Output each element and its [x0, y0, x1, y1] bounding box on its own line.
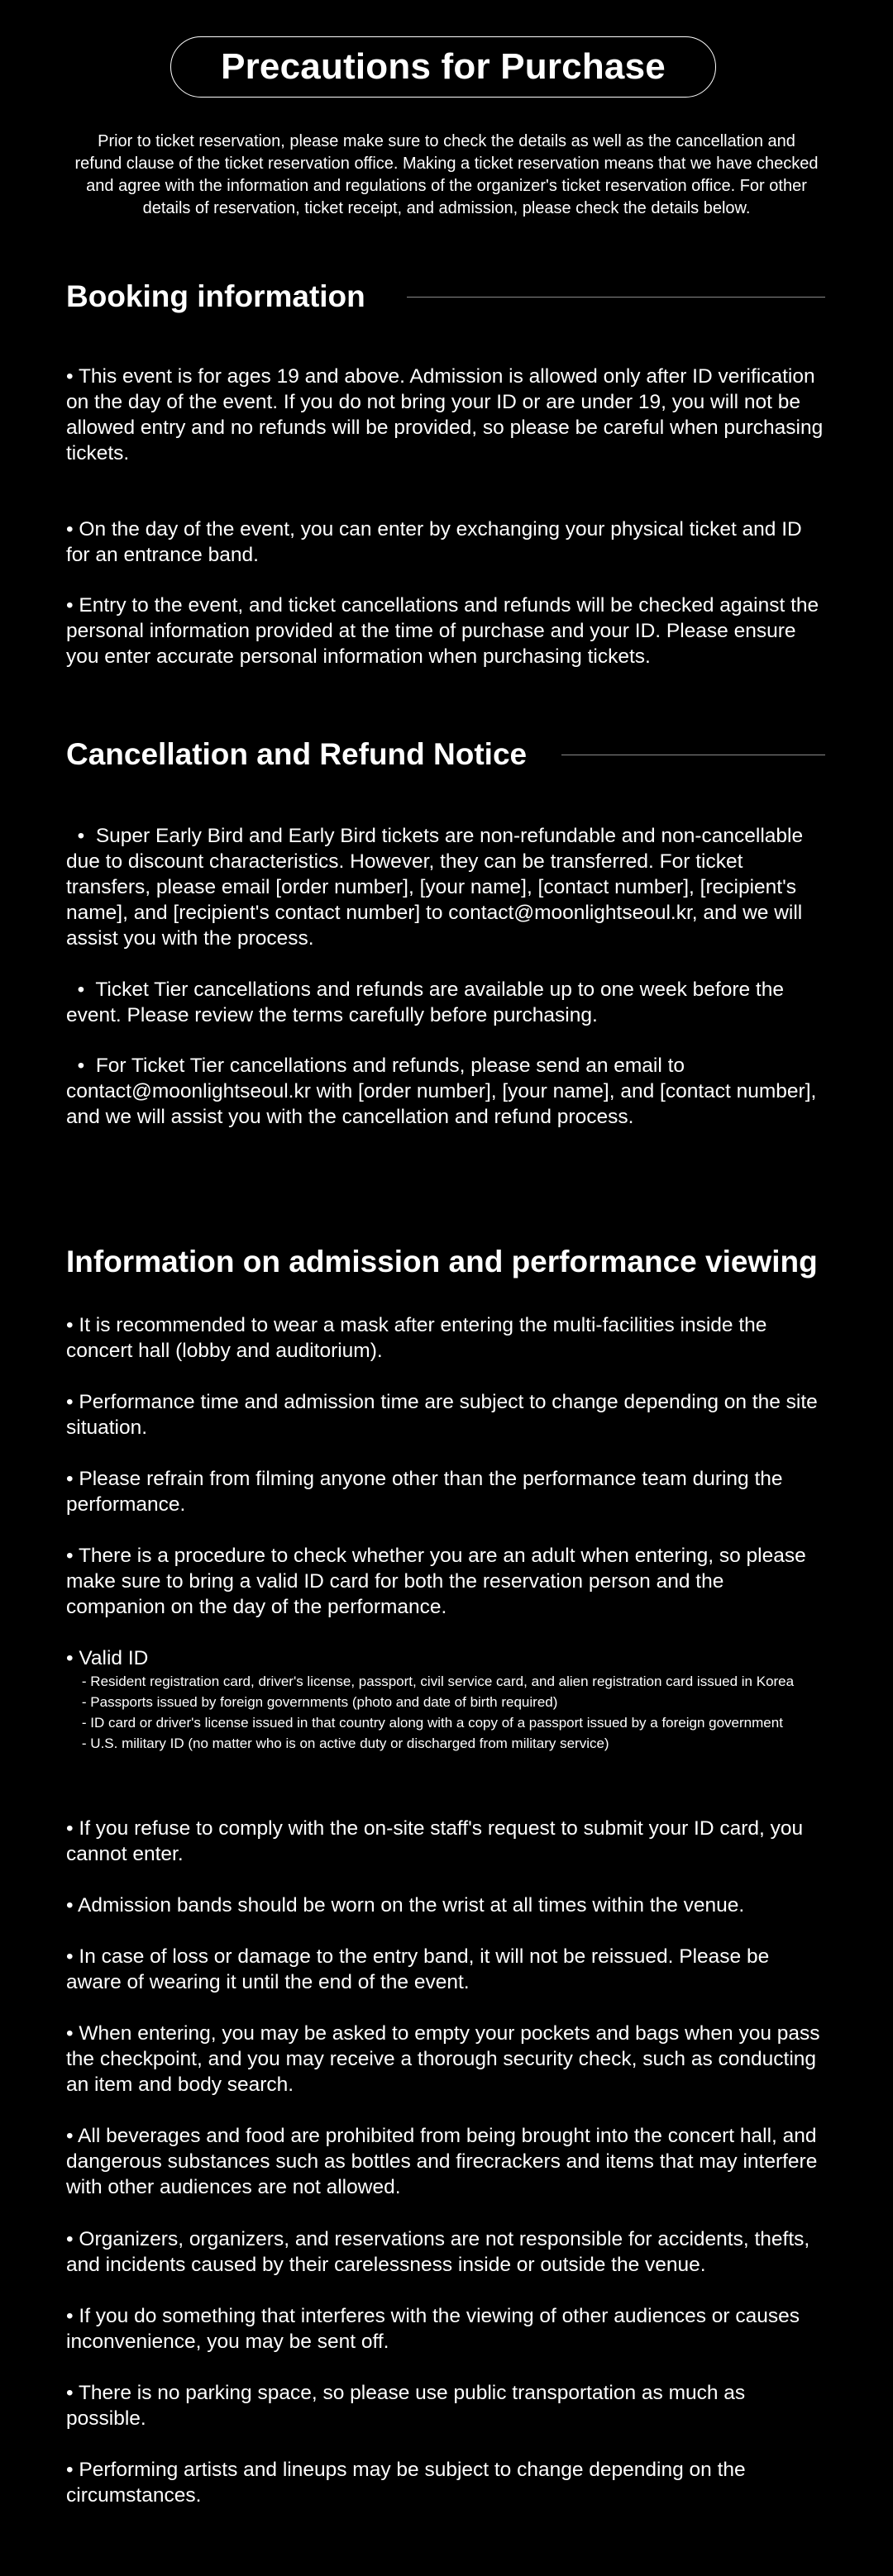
admission-item: • It is recommended to wear a mask after entering the multi-facilities inside the concert hall (lobby and auditorium). — [66, 1314, 767, 1362]
refund-section-title: Cancellation and Refund Notice — [66, 737, 528, 771]
valid-id-item: - ID card or driver's license issued in that country along with a copy of a passport issued by a foreign government — [66, 1715, 783, 1731]
admission-item: • All beverages and food are prohibited from being brought into the concert hall, and dangerous substances such as bottles and firecrackers and items that may interfere with other audiences are not allowed. — [66, 2125, 818, 2198]
admission-item: • Performing artists and lineups may be subject to change depending on the circumstances. — [66, 2459, 746, 2507]
admission-section-header — [66, 1245, 825, 1279]
admission-item: • Admission bands should be worn on the wrist at all times within the venue. — [66, 1894, 745, 1917]
refund-item: • Super Early Bird and Early Bird tickets are non-refundable and non-cancellable due to discount characteristics. However, they can be transferred. For ticket transfers, please email [order number], [your name], [contact number], [recipient's name], and [recipient's contact number] to contact@moonlightseoul.kr, and we will assist you with the process. — [66, 825, 809, 950]
page-title: Precautions for Purchase — [221, 46, 666, 87]
admission-item: • Please refrain from filming anyone other than the performance team during the performance. — [66, 1468, 783, 1516]
admission-item: • In case of loss or damage to the entry band, it will not be reissued. Please be aware of wearing it until the end of the event. — [66, 1945, 770, 1993]
admission-item: • When entering, you may be asked to empty your pockets and bags when you pass the checkpoint, and you may receive a thorough security check, such as conducting an item and body search. — [66, 2022, 820, 2096]
admission-item: • Organizers, organizers, and reservations are not responsible for accidents, thefts, and incidents caused by their carelessness inside or outside the venue. — [66, 2228, 810, 2276]
admission-item: • If you refuse to comply with the on-site staff's request to submit your ID card, you cannot enter. — [66, 1817, 804, 1865]
admission-item: • If you do something that interferes with the viewing of other audiences or causes inconvenience, you may be sent off. — [66, 2305, 800, 2353]
valid-id-block — [66, 1645, 827, 1754]
valid-id-item: - Resident registration card, driver's license, passport, civil service card, and alien registration card issued in Korea — [66, 1674, 795, 1689]
admission-item: • Performance time and admission time are subject to change depending on the site situation. — [66, 1391, 818, 1439]
refund-section-header — [66, 737, 825, 772]
admission-item: • There is no parking space, so please use public transportation as much as possible. — [66, 2382, 746, 2430]
valid-id-item: - U.S. military ID (no matter who is on active duty or discharged from military service) — [66, 1736, 609, 1751]
valid-id-label: • Valid ID — [66, 1647, 149, 1669]
booking-section-title: Booking information — [66, 279, 365, 313]
valid-id-item: - Passports issued by foreign governments (photo and date of birth required) — [66, 1694, 558, 1710]
refund-item: • Ticket Tier cancellations and refunds are available up to one week before the event. Please review the terms carefully before purchasing. — [66, 978, 790, 1026]
section-divider — [407, 297, 825, 298]
booking-item: • This event is for ages 19 and above. Admission is allowed only after ID verification on the day of the event. If you do not bring your ID or are under 19, you will not be allowed entry and no refunds will be provided, so please be careful when purchasing tickets. — [66, 365, 824, 464]
booking-item: • Entry to the event, and ticket cancellations and refunds will be checked against the personal information provided at the time of purchase and your ID. Please ensure you enter accurate personal information when purchasing tickets. — [66, 594, 819, 668]
intro-text: Prior to ticket reservation, please make sure to check the details as well as the cancellation and refund clause of the ticket reservation office. Making a ticket reservation means that we have checked and agree with the information and regulations of the organizer's ticket reservation office. For other details of reservation, ticket receipt, and admission, please check the details below. — [74, 132, 819, 217]
refund-item: • For Ticket Tier cancellations and refunds, please send an email to contact@moonlightseoul.kr with [order number], [your name], and [contact number], and we will assist you with the cancellation and refund process. — [66, 1055, 823, 1128]
page-title-pill — [170, 36, 716, 98]
booking-section-header — [66, 279, 825, 314]
booking-item: • On the day of the event, you can enter by exchanging your physical ticket and ID for an entrance band. — [66, 518, 802, 566]
admission-item: • There is a procedure to check whether you are an adult when entering, so please make sure to bring a valid ID card for both the reservation person and the companion on the day of the performance. — [66, 1545, 806, 1618]
admission-section-title: Information on admission and performance viewing — [66, 1245, 818, 1278]
